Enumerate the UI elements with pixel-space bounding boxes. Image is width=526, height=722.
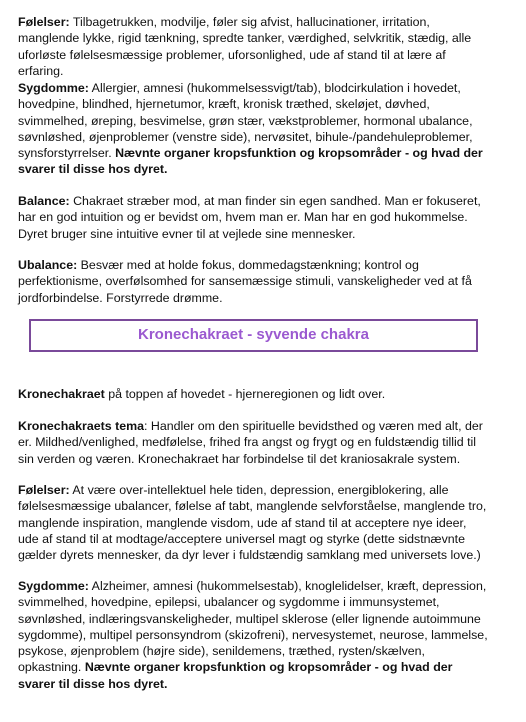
paragraph-imbalance xyxy=(18,257,488,306)
paragraph-feelings-2 xyxy=(18,482,488,563)
label-diseases-2: Sygdomme: xyxy=(18,579,89,593)
text-diseases-2: Alzheimer, amnesi (hukommelsestab), knoglelidelser, kræft, depression, svimmelhed, hovedpine, epilepsi, ubalancer og sygdomme i immunsystemet, søvnløshed, indlæringsvanskeligheder, multipel sklerose (eller lignende autoimmune sygdomme), multipel personsyndrom (skizofreni), nervesystemet, neurose, lammelse, psykose, øjenproblem (højre side), senildemens, træthed, rysten/skælven, opkastning. xyxy=(18,579,488,675)
bold-tail-diseases-1: Nævnte organer kropsfunktion og kropsområder - og hvad der svarer til disse hos dyret. xyxy=(18,146,483,177)
bold-tail-diseases-2: Nævnte organer kropsfunktion og kropsområder - og hvad der svarer til disse hos dyret. xyxy=(18,660,453,691)
paragraph-balance xyxy=(18,193,488,242)
label-feelings-2: Følelser: xyxy=(18,483,70,497)
text-balance: Chakraet stræber mod, at man finder sin egen sandhed. Man er fokuseret, har en god intuition og er bevidst om, hvem man er. Man har en god hukommelse. Dyret bruger sine intuitive evner til at vejlede sine mennesker. xyxy=(18,194,481,241)
text-feelings-2: At være over-intellektuel hele tiden, depression, energiblokering, alle følelsesmæssige ubalancer, følelse af tabt, manglende selvforståelse, manglende tro, manglende inspiration, manglende visdom, ude af stand til at acceptere nye ideer, ude af stand til at modtage/acceptere universel magt og styrke (dette sidstnævnte gælder dyrets mennesker, da dyr lever i fuldstændig samklang med universets love.) xyxy=(18,483,487,563)
label-intro: Kronechakraet xyxy=(18,387,105,401)
label-feelings-1: Følelser: xyxy=(18,15,70,29)
paragraph-diseases-2 xyxy=(18,578,488,692)
section-heading: Kronechakraet - syvende chakra xyxy=(138,326,369,344)
paragraph-diseases-1 xyxy=(18,80,488,178)
section-heading-box xyxy=(29,319,478,352)
label-theme: Kronechakraets tema xyxy=(18,419,145,433)
label-imbalance: Ubalance: xyxy=(18,258,78,272)
paragraph-theme xyxy=(18,418,488,467)
text-theme: : Handler om den spirituelle bevidsthed og væren med alt, der er. Mildhed/venlighed, medfølelse, frihed fra angst og frygt og en fuldstændig tillid til sin verden og væren. Kronechakraet har forbindelse til det kraniosakrale system. xyxy=(18,419,483,466)
text-feelings-1: Tilbagetrukken, modvilje, føler sig afvist, hallucinationer, irritation, manglende lykke, rigid tænkning, spredte tanker, værdighed, selvkritik, stædig, alle uforløste følelsesmæssige problemer, uforsonlighed, ude af stand til at lære af erfaring. xyxy=(18,15,472,78)
paragraph-intro xyxy=(18,386,488,402)
paragraph-feelings-1 xyxy=(18,14,488,79)
label-balance: Balance: xyxy=(18,194,70,208)
label-diseases-1: Sygdomme: xyxy=(18,81,89,95)
text-diseases-1: Allergier, amnesi (hukommelsessvigt/tab), blodcirkulation i hovedet, hovedpine, blindhed, hjernetumor, kræft, kronisk træthed, skeløjet, døvhed, svimmelhed, øreping, besvimelse, grøn stær, vækstproblemer, hormonal ubalance, søvnløshed, øjenproblemer (venstre side), nervøsitet, bihule-/pandehuleproblemer, synsforstyrrelser. xyxy=(18,81,473,161)
text-imbalance: Besvær med at holde fokus, dommedagstænkning; kontrol og perfektionisme, overfølsomhed for sansemæssige stimuli, vanskeligheder ved at få jordforbindelse. Forstyrrede drømme. xyxy=(18,258,472,305)
text-intro: på toppen af hovedet - hjerneregionen og lidt over. xyxy=(104,387,386,401)
